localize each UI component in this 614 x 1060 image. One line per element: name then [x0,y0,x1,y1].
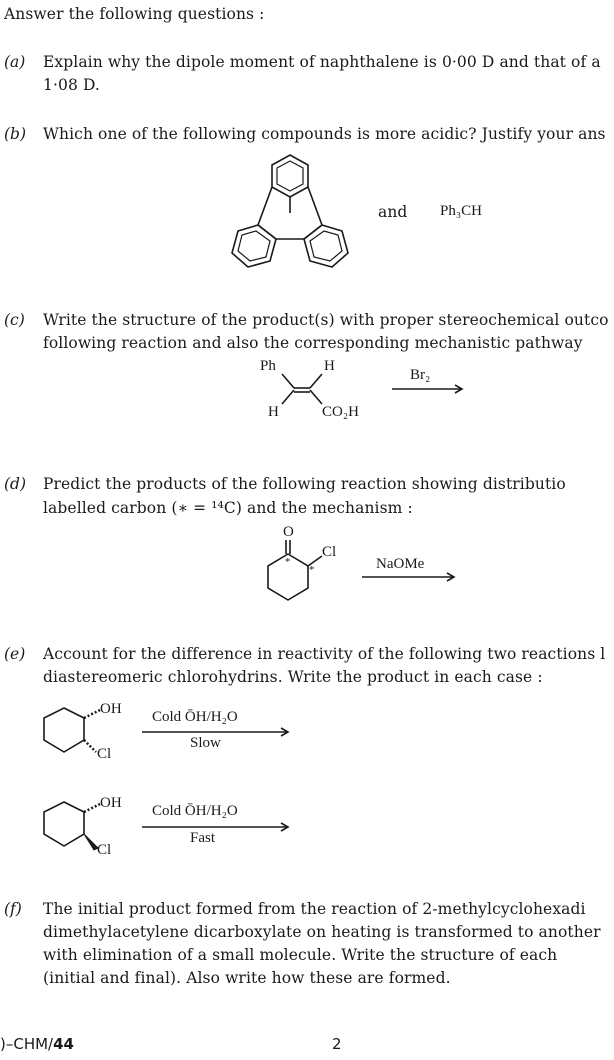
page-number: 2 [332,1035,342,1053]
question-a-label: (a) [4,53,26,71]
label-star-1: * [285,556,291,568]
paper-code-prefix: )–CHM/ [0,1035,54,1053]
question-a-line1: Explain why the dipole moment of naphthalene is 0·00 D and that of a [43,53,601,71]
reagent-2: Cold ŌH/H₂O [152,803,238,819]
naome-reagent: NaOMe [376,556,425,572]
carbonyl-o-label: O [283,524,294,540]
question-f-label: (f) [4,900,22,918]
question-f-line3: with elimination of a small molecule. Write the structure of each [43,946,558,964]
fluoranthene-structure [220,145,360,275]
question-e-line1: Account for the difference in reactivity of the following two reactions l [43,645,606,663]
reagent-1: Cold ŌH/H₂O [152,709,238,725]
paper-code [0,1035,74,1053]
ph3ch-label: Ph₃CH [440,203,482,219]
instruction-text: Answer the following questions : [4,5,265,23]
chlorohydrin-2-structure [40,794,140,864]
cl-label-2: Cl [97,842,112,858]
question-a-line2: 1·08 D. [43,76,100,94]
question-f-line2: dimethylacetylene dicarboxylate on heating is transformed to another [43,923,601,941]
arrow-d [362,572,458,582]
condition-slow: Slow [190,735,221,751]
h-top-label: H [324,358,335,374]
question-c-label: (c) [4,311,25,329]
co2h-label: CO₂H [322,404,359,420]
arrow-e2 [142,822,292,832]
question-c-line1: Write the structure of the product(s) with proper stereochemical outco [43,311,609,329]
question-b-line1: Which one of the following compounds is more acidic? Justify your ans [43,125,606,143]
question-b-label: (b) [4,125,27,143]
question-f-line1: The initial product formed from the reaction of 2-methylcyclohexadi [43,900,586,918]
chlorocyclohexanone-structure [264,540,337,610]
br2-reagent: Br₂ [410,367,431,383]
question-e-label: (e) [4,645,26,663]
question-d-label: (d) [4,475,27,493]
question-d-line1: Predict the products of the following reaction showing distributio [43,475,566,493]
label-star-2: * [309,564,315,576]
question-e-line2: diastereomeric chlorohydrins. Write the product in each case : [43,668,543,686]
chlorohydrin-1-structure [40,700,140,770]
h-bottom-label: H [268,404,279,420]
oh-label-2: OH [100,795,122,811]
condition-fast: Fast [190,830,216,846]
arrow-c [392,384,464,394]
question-d-line2: labelled carbon (∗ = ¹⁴C) and the mechanism : [43,499,413,517]
oh-label-1: OH [100,701,122,717]
question-c-line2: following reaction and also the corresponding mechanistic pathway [43,334,583,352]
and-text: and [378,203,408,221]
cl-label-1: Cl [97,746,112,762]
cl-label-d: Cl [322,544,337,560]
alkene-structure [270,370,340,410]
question-f-line4: (initial and final). Also write how these are formed. [43,969,451,987]
ph-label: Ph [260,358,276,374]
paper-code-number: 44 [53,1035,74,1053]
